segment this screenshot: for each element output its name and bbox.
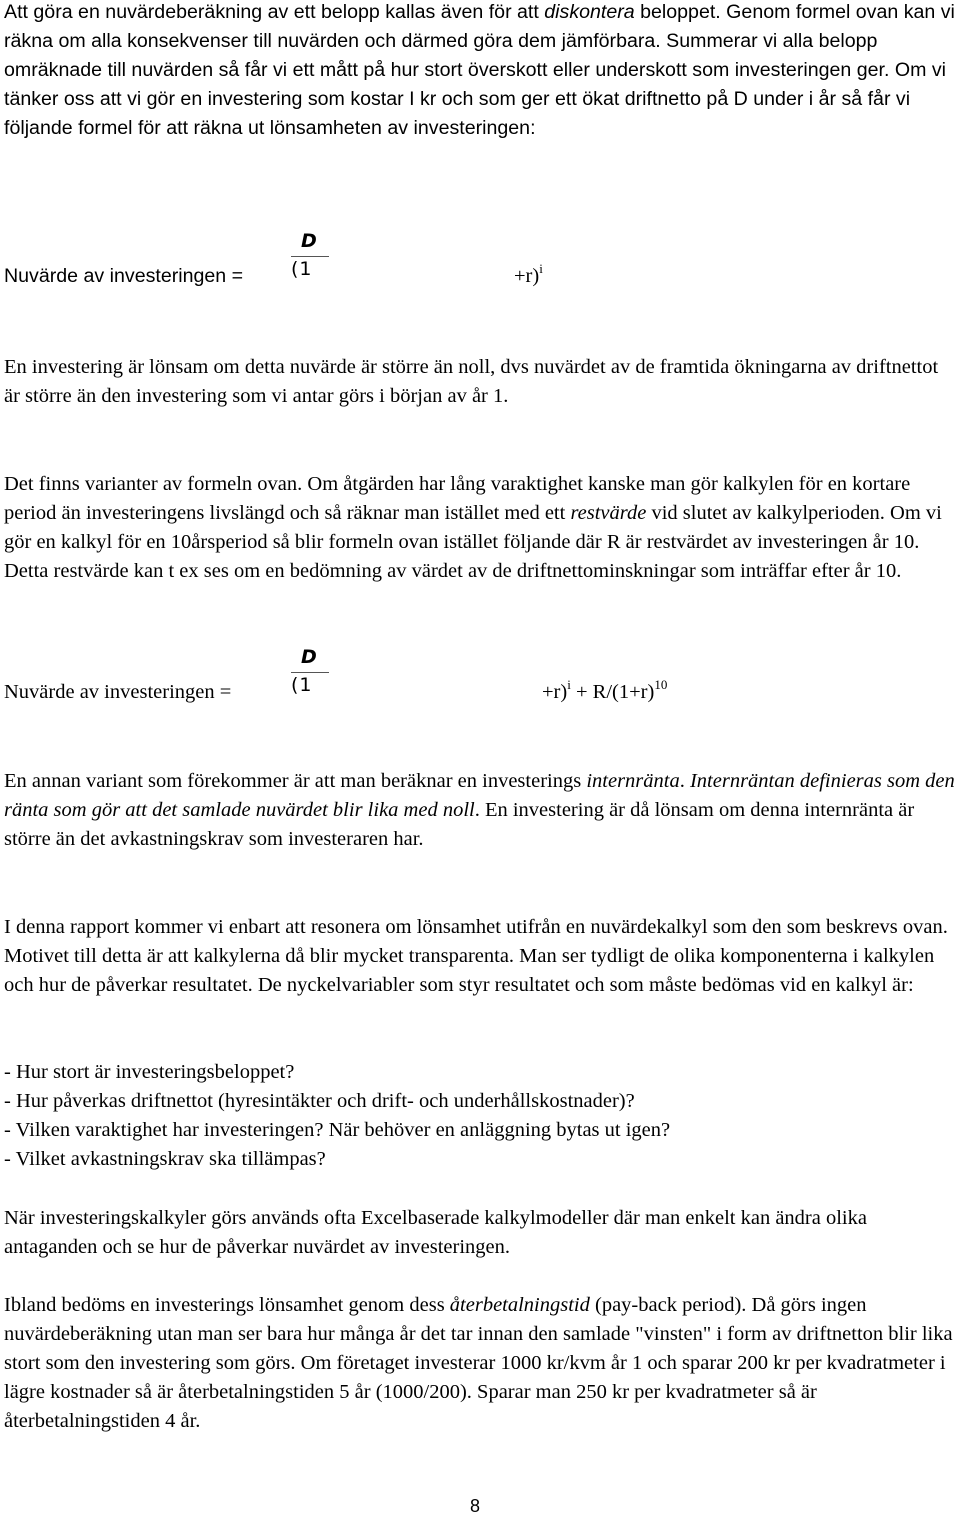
paragraph-payback xyxy=(4,1291,956,1436)
list-item: - Hur påverkas driftnettot (hyresintäkter och drift- och underhållskostnader)? xyxy=(4,1090,635,1112)
fraction-image xyxy=(291,230,331,290)
exponent-10: 10 xyxy=(654,677,668,692)
text-run: Att göra en nuvärdeberäkning av ett belopp kallas även för att xyxy=(4,1,545,23)
key-variables-list xyxy=(4,1058,956,1174)
formula-present-value-residual xyxy=(4,642,956,712)
italic-term-restvarde: restvärde xyxy=(570,502,647,524)
rhs-residual-text: + R/(1+r) xyxy=(570,681,655,703)
text-run: . En investering är då lönsam om denna internränta är större än det avkastningskrav som investeraren har. xyxy=(4,799,915,850)
fraction-numerator: D xyxy=(301,230,317,252)
paragraph-report-scope: I denna rapport kommer vi enbart att resonera om lönsamhet utifrån en nuvärdekalkyl som den som beskrevs ovan. Motivet till detta är att kalkylerna då blir mycket transparenta. Man ser tydligt de olika komponenterna i kalkylen och hur de påverkar resultatet. De nyckelvariabler som styr resultatet och som måste bedömas vid en kalkyl är: xyxy=(4,916,948,996)
page-number: 8 xyxy=(470,1496,481,1516)
fraction-denominator: (1 xyxy=(291,674,313,696)
list-item: - Hur stort är investeringsbeloppet? xyxy=(4,1061,295,1083)
paragraph-variants xyxy=(4,470,956,586)
paragraph-profitability: En investering är lönsam om detta nuvärde är större än noll, dvs nuvärdet av de framtida ökningarna av driftnettot är större än den investering som vi antar görs i början av år 1. xyxy=(4,356,939,407)
paragraph-excel-models: När investeringskalkyler görs används ofta Excelbaserade kalkylmodeller där man enkelt kan ändra olika antaganden och se hur de påverkar nuvärdet av investeringen. xyxy=(4,1207,867,1258)
italic-definition: Internräntan definieras som den ränta som gör att det samlade nuvärdet blir lika med noll xyxy=(4,770,955,821)
fraction-bar xyxy=(291,672,329,673)
formula-label: Nuvärde av investeringen = xyxy=(4,265,244,287)
text-run: . xyxy=(679,770,690,792)
list-item: - Vilken varaktighet har investeringen? När behöver en anläggning bytas ut igen? xyxy=(4,1119,671,1141)
formula-rhs xyxy=(514,261,543,288)
formula-present-value xyxy=(4,226,956,296)
text-run: En annan variant som förekommer är att man beräknar en investerings xyxy=(4,770,587,792)
text-run: Det finns varianter av formeln ovan. Om åtgärden har lång varaktighet kanske man gör kalkylen för en kortare period än investeringens livslängd och så räknar man istället med ett xyxy=(4,473,911,524)
italic-term-internranta: internränta xyxy=(586,770,680,792)
paragraph-internal-rate xyxy=(4,767,956,854)
rhs-text: +r) xyxy=(542,681,568,703)
fraction-image xyxy=(291,646,331,706)
text-run: vid slutet av kalkylperioden. Om vi gör en kalkyl för en 10årsperiod så blir formeln ovan istället följande där R är restvärdet av investeringen år 10. Detta restvärde kan t ex ses om en bedömning av värdet av de driftnettominskningar som inträffar efter år 10. xyxy=(4,502,942,582)
exponent: i xyxy=(567,677,571,692)
fraction-denominator: (1 xyxy=(291,258,313,280)
exponent: i xyxy=(539,261,543,276)
list-item: - Vilket avkastningskrav ska tillämpas? xyxy=(4,1148,326,1170)
text-run: (pay-back period). Då görs ingen nuvärdeberäkning utan man ser bara hur många år det tar innan den samlade "vinsten" i form av driftnetton blir lika stort som den investering som görs. Om företaget investerar 1000 kr/kvm år 1 och sparar 200 kr per kvadratmeter i lägre kostnader så är återbetalningstiden 5 år (1000/200). Sparar man 250 kr per kvadratmeter så är återbetalningstiden 4 år. xyxy=(4,1294,953,1432)
fraction-bar xyxy=(291,256,329,257)
formula-rhs xyxy=(542,677,668,704)
rhs-text: +r) xyxy=(514,265,540,287)
formula-label: Nuvärde av investeringen = xyxy=(4,681,232,703)
text-run: Ibland bedöms en investerings lönsamhet genom dess xyxy=(4,1294,450,1316)
fraction-numerator: D xyxy=(301,646,317,668)
italic-term-diskontera: diskontera xyxy=(544,1,635,23)
italic-term-aterbetalningstid: återbetalningstid xyxy=(449,1294,590,1316)
paragraph-discounting xyxy=(4,0,956,143)
text-run: beloppet. Genom formel ovan kan vi räkna om alla konsekvenser till nuvärden och därmed göra dem jämförbara. Summerar vi alla belopp omräknade till nuvärden så får vi ett mått på hur stort överskott eller underskott som investeringen ger. Om vi tänker oss att vi gör en investering som kostar I kr och som ger ett ökat driftnetto på D under i år så får vi följande formel för att räkna ut lönsamheten av investeringen: xyxy=(4,1,955,139)
